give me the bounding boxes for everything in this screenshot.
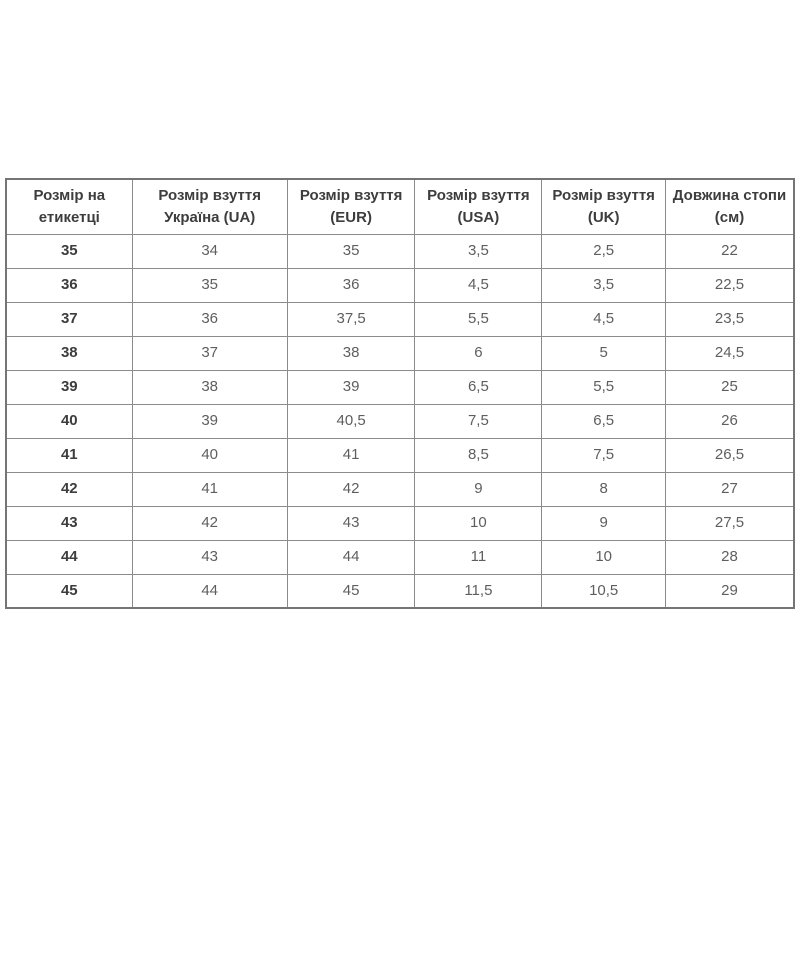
row-label-cell: 42	[6, 472, 132, 506]
table-row	[6, 336, 794, 370]
table-cell: 44	[287, 540, 415, 574]
table-cell: 4,5	[542, 302, 666, 336]
table-cell: 35	[287, 234, 415, 268]
table-cell: 29	[666, 574, 794, 608]
table-cell: 5,5	[415, 302, 542, 336]
table-row	[6, 370, 794, 404]
table-cell: 8	[542, 472, 666, 506]
table-cell: 6,5	[542, 404, 666, 438]
table-cell: 10	[542, 540, 666, 574]
table-cell: 5	[542, 336, 666, 370]
column-header-5: Довжина стопи (см)	[666, 179, 794, 234]
table-cell: 3,5	[542, 268, 666, 302]
table-cell: 5,5	[542, 370, 666, 404]
table-cell: 34	[132, 234, 287, 268]
table-cell: 7,5	[542, 438, 666, 472]
table-cell: 43	[132, 540, 287, 574]
table-row	[6, 404, 794, 438]
table-cell: 7,5	[415, 404, 542, 438]
size-conversion-table	[5, 178, 795, 609]
table-cell: 42	[132, 506, 287, 540]
table-cell: 22	[666, 234, 794, 268]
table-cell: 10,5	[542, 574, 666, 608]
column-header-3: Розмір взуття (USA)	[415, 179, 542, 234]
table-cell: 26	[666, 404, 794, 438]
page	[0, 178, 800, 978]
column-header-2: Розмір взуття (EUR)	[287, 179, 415, 234]
table-header	[6, 179, 794, 234]
table-cell: 6	[415, 336, 542, 370]
table-body	[6, 234, 794, 608]
table-cell: 3,5	[415, 234, 542, 268]
table-cell: 11	[415, 540, 542, 574]
table-cell: 45	[287, 574, 415, 608]
table-cell: 44	[132, 574, 287, 608]
row-label-cell: 45	[6, 574, 132, 608]
table-cell: 39	[132, 404, 287, 438]
table-cell: 8,5	[415, 438, 542, 472]
table-cell: 36	[287, 268, 415, 302]
table-cell: 36	[132, 302, 287, 336]
table-cell: 4,5	[415, 268, 542, 302]
table-cell: 41	[132, 472, 287, 506]
table-row	[6, 540, 794, 574]
table-cell: 25	[666, 370, 794, 404]
table-cell: 38	[132, 370, 287, 404]
table-cell: 27,5	[666, 506, 794, 540]
table-row	[6, 438, 794, 472]
table-cell: 9	[542, 506, 666, 540]
row-label-cell: 36	[6, 268, 132, 302]
table-cell: 40	[132, 438, 287, 472]
row-label-cell: 41	[6, 438, 132, 472]
table-cell: 39	[287, 370, 415, 404]
table-cell: 41	[287, 438, 415, 472]
table-row	[6, 302, 794, 336]
table-cell: 22,5	[666, 268, 794, 302]
table-cell: 37	[132, 336, 287, 370]
table-cell: 10	[415, 506, 542, 540]
table-cell: 11,5	[415, 574, 542, 608]
header-row	[6, 179, 794, 234]
table-row	[6, 268, 794, 302]
row-label-cell: 38	[6, 336, 132, 370]
row-label-cell: 35	[6, 234, 132, 268]
table-cell: 26,5	[666, 438, 794, 472]
table-cell: 43	[287, 506, 415, 540]
row-label-cell: 40	[6, 404, 132, 438]
table-cell: 42	[287, 472, 415, 506]
table-row	[6, 506, 794, 540]
row-label-cell: 44	[6, 540, 132, 574]
row-label-cell: 37	[6, 302, 132, 336]
table-row	[6, 574, 794, 608]
table-cell: 38	[287, 336, 415, 370]
column-header-0: Розмір на етикетці	[6, 179, 132, 234]
row-label-cell: 43	[6, 506, 132, 540]
table-row	[6, 472, 794, 506]
table-cell: 28	[666, 540, 794, 574]
table-cell: 23,5	[666, 302, 794, 336]
column-header-1: Розмір взуття Україна (UA)	[132, 179, 287, 234]
table-cell: 2,5	[542, 234, 666, 268]
table-row	[6, 234, 794, 268]
table-cell: 24,5	[666, 336, 794, 370]
table-cell: 27	[666, 472, 794, 506]
column-header-4: Розмір взуття (UK)	[542, 179, 666, 234]
table-cell: 40,5	[287, 404, 415, 438]
table-cell: 37,5	[287, 302, 415, 336]
table-cell: 35	[132, 268, 287, 302]
row-label-cell: 39	[6, 370, 132, 404]
table-cell: 9	[415, 472, 542, 506]
table-cell: 6,5	[415, 370, 542, 404]
